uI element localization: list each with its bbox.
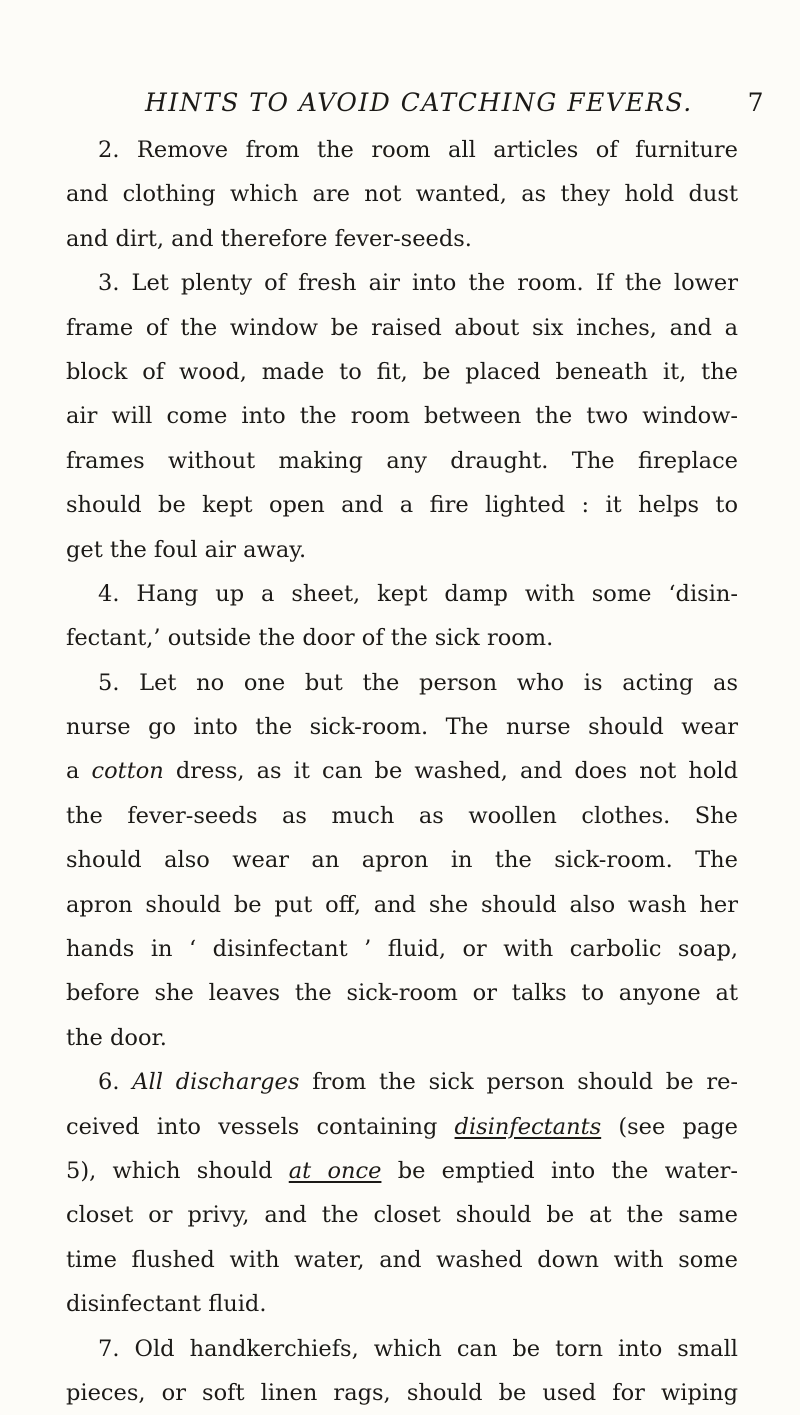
- text-line: the door.: [66, 1024, 167, 1051]
- text-line: block of wood, made to fit, be placed beneath it, the: [66, 358, 738, 385]
- text-segment: dress, as it can be washed, and does not hold: [175, 758, 739, 785]
- text-line: [66, 749, 738, 793]
- text-line: closet or privy, and the closet should be at the same: [66, 1202, 738, 1229]
- text-line: get the foul air away.: [66, 536, 307, 563]
- text-segment: 6.: [98, 1069, 120, 1096]
- emphasis-all-discharges: All discharges: [132, 1069, 300, 1096]
- page-number: 7: [747, 88, 765, 117]
- text-line: should be kept open and a fire lighted : it helps to: [66, 492, 738, 519]
- text-line: should also wear an apron in the sick-room. The: [66, 847, 738, 874]
- text-line: time flushed with water, and washed down with some: [66, 1246, 738, 1273]
- text-line: [66, 1149, 738, 1193]
- text-line: and dirt, and therefore fever-seeds.: [66, 225, 472, 252]
- emphasis-cotton: cotton: [91, 758, 164, 785]
- text-line: 7. Old handkerchiefs, which can be torn into small: [98, 1335, 738, 1362]
- text-line: frames without making any draught. The fireplace: [66, 447, 738, 474]
- text-line: pieces, or soft linen rags, should be used for wiping: [66, 1379, 738, 1406]
- text-line: [66, 1060, 738, 1104]
- text-segment: a: [66, 758, 80, 785]
- text-line: nurse go into the sick-room. The nurse should wear: [66, 714, 738, 741]
- text-line: the fever-seeds as much as woollen clothes. She: [66, 802, 738, 829]
- text-segment: from the sick person should be re-: [312, 1069, 738, 1096]
- text-segment: be emptied into the water-: [397, 1157, 738, 1184]
- text-line: hands in ‘ disinfectant ’ fluid, or with carbolic soap,: [66, 936, 738, 963]
- running-title: HINTS TO AVOID CATCHING FEVERS.: [145, 88, 693, 117]
- page-body: [66, 128, 738, 1415]
- text-line: disinfectant fluid.: [66, 1291, 267, 1318]
- text-line: 4. Hang up a sheet, kept damp with some ‘disin-: [98, 580, 738, 607]
- text-segment: ceived into vessels containing: [66, 1113, 438, 1140]
- text-segment: 5), which should: [66, 1157, 273, 1184]
- text-line: apron should be put off, and she should also wash her: [66, 891, 738, 918]
- text-line: frame of the window be raised about six inches, and a: [66, 314, 738, 341]
- text-line: 3. Let plenty of fresh air into the room. If the lower: [98, 270, 738, 297]
- text-line: [66, 1105, 738, 1149]
- running-header: [145, 88, 770, 124]
- text-segment: (see page: [618, 1113, 739, 1140]
- emphasis-at-once: at once: [288, 1157, 382, 1184]
- text-line: air will come into the room between the two window-: [66, 403, 738, 430]
- text-line: before she leaves the sick-room or talks to anyone at: [66, 980, 738, 1007]
- text-line: fectant,’ outside the door of the sick room.: [66, 625, 554, 652]
- text-line: 2. Remove from the room all articles of furniture: [98, 137, 738, 163]
- emphasis-disinfectants: disinfectants: [454, 1113, 602, 1140]
- text-line: 5. Let no one but the person who is acting as: [98, 669, 738, 696]
- text-line: and clothing which are not wanted, as they hold dust: [66, 181, 738, 208]
